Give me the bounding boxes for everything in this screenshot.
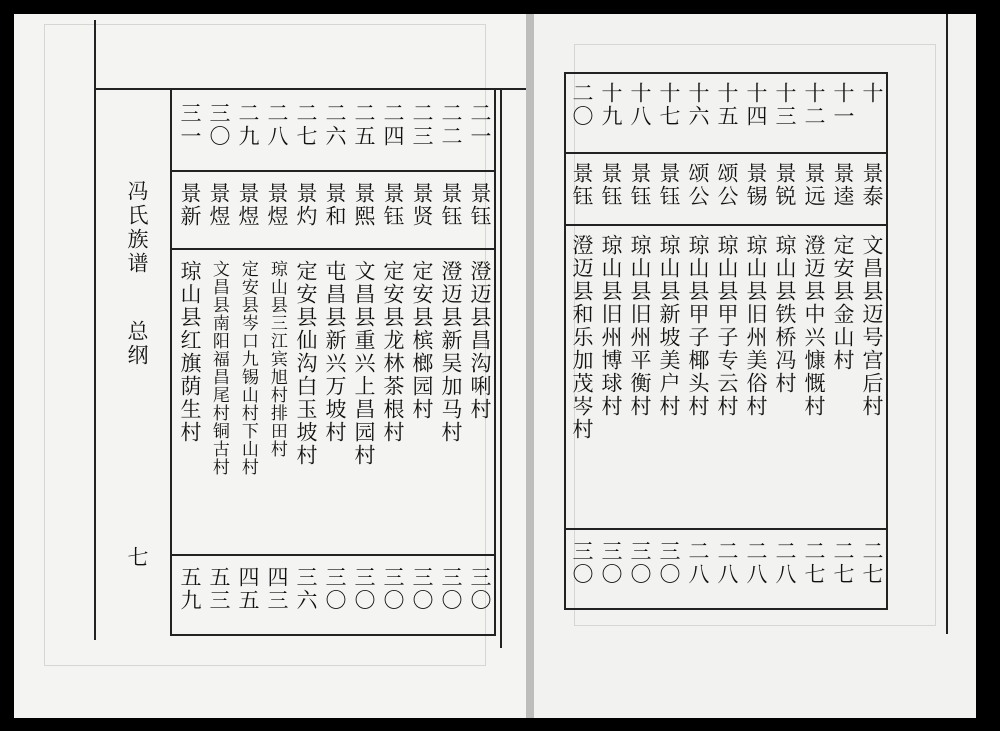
- year-cell: [233, 566, 262, 612]
- book-spine: [526, 14, 534, 718]
- table-column: [857, 74, 886, 608]
- name-text: 景钰: [439, 182, 464, 228]
- gen-text: 三一: [178, 102, 203, 148]
- year-text: 四五: [236, 566, 261, 612]
- place-cell: [567, 234, 596, 441]
- gen-cell: [436, 102, 465, 148]
- gen-text: 十四: [744, 82, 769, 128]
- year-cell: [378, 566, 407, 612]
- place-text: 文昌县迈号宫后村: [860, 234, 885, 418]
- gen-text: 十一: [831, 82, 856, 128]
- place-cell: [233, 260, 262, 476]
- year-cell: [828, 540, 857, 586]
- gen-cell: [712, 82, 741, 128]
- name-cell: [828, 162, 857, 208]
- year-text: 五九: [178, 566, 203, 612]
- name-cell: [465, 182, 494, 228]
- year-text: 三〇: [657, 540, 682, 586]
- name-text: 景新: [178, 182, 203, 228]
- year-cell: [567, 540, 596, 586]
- year-cell: [654, 540, 683, 586]
- year-cell: [799, 540, 828, 586]
- place-text: 澄迈县昌沟唎村: [468, 260, 493, 421]
- year-cell: [436, 566, 465, 612]
- year-cell: [320, 566, 349, 612]
- book-title: 冯氏族谱: [125, 180, 149, 276]
- year-text: 三〇: [381, 566, 406, 612]
- table-column: [712, 74, 741, 608]
- place-text: 琼山县旧州平衡村: [628, 234, 653, 418]
- gen-text: 二五: [352, 102, 377, 148]
- place-cell: [857, 234, 886, 418]
- table-column: [291, 88, 320, 634]
- gen-text: 十五: [715, 82, 740, 128]
- place-text: 澄迈县和乐加茂岑村: [570, 234, 595, 441]
- left-margin-rule: [94, 20, 96, 640]
- place-text: 定安县仙沟白玉坡村: [294, 260, 319, 467]
- gen-text: 二〇: [570, 82, 595, 128]
- name-text: 景锡: [744, 162, 769, 208]
- place-cell: [828, 234, 857, 372]
- place-text: 琼山县旧州美俗村: [744, 234, 769, 418]
- name-text: 景钰: [381, 182, 406, 228]
- name-text: 景远: [802, 162, 827, 208]
- year-text: 三〇: [570, 540, 595, 586]
- gen-cell: [799, 82, 828, 128]
- place-text: 琼山县新坡美户村: [657, 234, 682, 418]
- gen-cell: [567, 82, 596, 128]
- year-text: 二七: [860, 540, 885, 586]
- year-text: 二七: [831, 540, 856, 586]
- gen-cell: [233, 102, 262, 148]
- year-text: 五三: [207, 566, 232, 612]
- gen-text: 十八: [628, 82, 653, 128]
- place-text: 屯昌县新兴万坡村: [323, 260, 348, 444]
- table-column: [567, 74, 596, 608]
- year-cell: [291, 566, 320, 612]
- year-text: 四三: [265, 566, 290, 612]
- name-text: 景煜: [265, 182, 290, 228]
- place-cell: [770, 234, 799, 395]
- gen-text: 二三: [410, 102, 435, 148]
- name-text: 景钰: [657, 162, 682, 208]
- place-text: 琼山县铁桥冯村: [773, 234, 798, 395]
- gen-text: 十二: [802, 82, 827, 128]
- place-text: 定安县岑口九锡山村下山村: [237, 260, 258, 476]
- place-cell: [349, 260, 378, 467]
- table-column: [465, 88, 494, 634]
- name-cell: [233, 182, 262, 228]
- year-text: 二八: [686, 540, 711, 586]
- table-column: [175, 88, 204, 634]
- name-cell: [262, 182, 291, 228]
- place-cell: [625, 234, 654, 418]
- table-column: [407, 88, 436, 634]
- gen-text: 十三: [773, 82, 798, 128]
- table-column: [233, 88, 262, 634]
- gen-cell: [378, 102, 407, 148]
- genealogy-table-left: [170, 88, 496, 636]
- place-cell: [712, 234, 741, 418]
- place-cell: [175, 260, 204, 444]
- year-text: 三〇: [410, 566, 435, 612]
- year-cell: [204, 566, 233, 612]
- year-cell: [625, 540, 654, 586]
- name-cell: [567, 162, 596, 208]
- place-text: 琼山县甲子椰头村: [686, 234, 711, 418]
- table-column: [378, 88, 407, 634]
- gen-cell: [204, 102, 233, 148]
- name-text: 景和: [323, 182, 348, 228]
- year-cell: [683, 540, 712, 586]
- name-text: 景钰: [570, 162, 595, 208]
- gen-cell: [262, 102, 291, 148]
- place-text: 文昌县南阳福昌尾村铜古村: [208, 260, 229, 476]
- name-text: 景钰: [628, 162, 653, 208]
- table-column: [654, 74, 683, 608]
- table-column: [828, 74, 857, 608]
- gen-cell: [465, 102, 494, 148]
- year-text: 二八: [773, 540, 798, 586]
- table-column: [204, 88, 233, 634]
- place-text: 琼山县三江宾旭村排田村: [266, 260, 287, 458]
- name-cell: [436, 182, 465, 228]
- name-cell: [683, 162, 712, 208]
- name-cell: [857, 162, 886, 208]
- name-cell: [291, 182, 320, 228]
- name-text: 景钰: [468, 182, 493, 228]
- name-cell: [378, 182, 407, 228]
- gen-text: 二七: [294, 102, 319, 148]
- name-cell: [712, 162, 741, 208]
- year-cell: [712, 540, 741, 586]
- gen-cell: [175, 102, 204, 148]
- place-text: 琼山县甲子专云村: [715, 234, 740, 418]
- year-cell: [596, 540, 625, 586]
- place-text: 定安县槟榔园村: [410, 260, 435, 421]
- place-cell: [320, 260, 349, 444]
- place-text: 澄迈县中兴慷慨村: [802, 234, 827, 418]
- place-cell: [262, 260, 291, 458]
- gen-cell: [596, 82, 625, 128]
- table-column: [349, 88, 378, 634]
- year-cell: [465, 566, 494, 612]
- table-column: [262, 88, 291, 634]
- gen-cell: [320, 102, 349, 148]
- gen-cell: [828, 82, 857, 128]
- year-text: 二八: [715, 540, 740, 586]
- name-text: 景逵: [831, 162, 856, 208]
- table-column: [741, 74, 770, 608]
- name-cell: [407, 182, 436, 228]
- gen-text: 十七: [657, 82, 682, 128]
- name-text: 景煜: [236, 182, 261, 228]
- name-text: 景煜: [207, 182, 232, 228]
- gen-text: 十六: [686, 82, 711, 128]
- name-cell: [799, 162, 828, 208]
- name-text: 景泰: [860, 162, 885, 208]
- gen-text: 二八: [265, 102, 290, 148]
- table-column: [770, 74, 799, 608]
- section-title: 总纲: [125, 320, 149, 368]
- gen-text: 二二: [439, 102, 464, 148]
- table-column: [320, 88, 349, 634]
- name-cell: [625, 162, 654, 208]
- right-page: [534, 14, 976, 718]
- place-cell: [407, 260, 436, 421]
- year-cell: [857, 540, 886, 586]
- place-cell: [596, 234, 625, 418]
- table-column: [799, 74, 828, 608]
- left-page: [14, 14, 526, 718]
- year-cell: [262, 566, 291, 612]
- gen-cell: [407, 102, 436, 148]
- year-cell: [349, 566, 378, 612]
- name-cell: [175, 182, 204, 228]
- year-cell: [741, 540, 770, 586]
- gen-text: 十: [860, 82, 885, 105]
- gen-cell: [625, 82, 654, 128]
- gen-cell: [291, 102, 320, 148]
- right-margin-rule: [946, 14, 948, 634]
- year-text: 三六: [294, 566, 319, 612]
- name-cell: [204, 182, 233, 228]
- year-cell: [175, 566, 204, 612]
- gen-cell: [683, 82, 712, 128]
- place-cell: [291, 260, 320, 467]
- year-text: 二八: [744, 540, 769, 586]
- name-cell: [654, 162, 683, 208]
- gen-cell: [349, 102, 378, 148]
- table-column: [436, 88, 465, 634]
- table-column: [683, 74, 712, 608]
- name-text: 颂公: [715, 162, 740, 208]
- year-text: 二七: [802, 540, 827, 586]
- name-text: 景锐: [773, 162, 798, 208]
- name-text: 景贤: [410, 182, 435, 228]
- name-text: 景熙: [352, 182, 377, 228]
- place-cell: [654, 234, 683, 418]
- year-text: 三〇: [352, 566, 377, 612]
- place-cell: [204, 260, 233, 476]
- gen-cell: [654, 82, 683, 128]
- table-column: [625, 74, 654, 608]
- place-text: 琼山县旧州博球村: [599, 234, 624, 418]
- place-cell: [465, 260, 494, 421]
- year-text: 三〇: [468, 566, 493, 612]
- name-cell: [349, 182, 378, 228]
- place-cell: [378, 260, 407, 444]
- place-cell: [683, 234, 712, 418]
- genealogy-table-right: [564, 72, 888, 610]
- gen-cell: [741, 82, 770, 128]
- name-cell: [596, 162, 625, 208]
- place-cell: [436, 260, 465, 444]
- name-cell: [770, 162, 799, 208]
- gen-text: 二六: [323, 102, 348, 148]
- name-text: 景灼: [294, 182, 319, 228]
- gen-text: 三〇: [207, 102, 232, 148]
- gen-text: 二四: [381, 102, 406, 148]
- year-text: 三〇: [323, 566, 348, 612]
- place-text: 琼山县红旗荫生村: [178, 260, 203, 444]
- gen-cell: [770, 82, 799, 128]
- name-cell: [741, 162, 770, 208]
- table-column: [596, 74, 625, 608]
- year-cell: [407, 566, 436, 612]
- year-cell: [770, 540, 799, 586]
- page-number: 七: [125, 546, 149, 570]
- name-text: 颂公: [686, 162, 711, 208]
- place-cell: [799, 234, 828, 418]
- place-cell: [741, 234, 770, 418]
- gen-text: 二九: [236, 102, 261, 148]
- place-text: 定安县金山村: [831, 234, 856, 372]
- gen-cell: [857, 82, 886, 105]
- gen-text: 十九: [599, 82, 624, 128]
- year-text: 三〇: [599, 540, 624, 586]
- year-text: 三〇: [439, 566, 464, 612]
- year-text: 三〇: [628, 540, 653, 586]
- name-text: 景钰: [599, 162, 624, 208]
- place-text: 定安县龙林茶根村: [381, 260, 406, 444]
- gen-text: 二一: [468, 102, 493, 148]
- right-rule: [500, 88, 502, 648]
- name-cell: [320, 182, 349, 228]
- place-text: 澄迈县新吴加马村: [439, 260, 464, 444]
- place-text: 文昌县重兴上昌园村: [352, 260, 377, 467]
